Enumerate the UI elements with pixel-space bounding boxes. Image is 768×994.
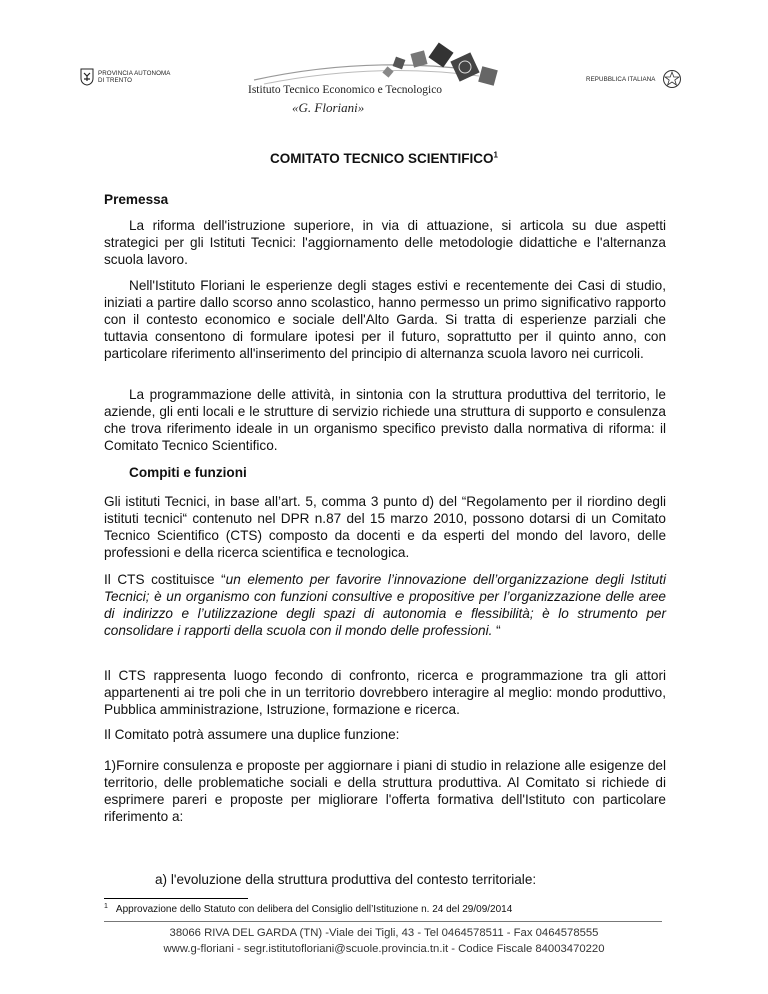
paragraph-8-text: 1)Fornire consulenza e proposte per aggiornare i piani di studio in relazione alle esigenze del territorio, delle problematiche sociali e della struttura produttiva. Al Comitato si richiede di esprimere pareri e proposte per migliorare l'offerta formativa dell'Istituto con particolare riferimento a: [104, 758, 666, 824]
footnote-text: Approvazione dello Statuto con delibera del Consiglio dell’Istituzione n. 24 del 29/09/2014 [115, 904, 513, 915]
footer-contacts: www.g-floriani - segr.istitutofloriani@scuole.provincia.tn.it - Codice Fiscale 84003470220 [163, 943, 605, 955]
paragraph-5-end: “ [492, 623, 501, 638]
paragraph-7 [104, 726, 666, 743]
footnote-divider [104, 898, 248, 899]
school-subtitle: «G. Floriani» [292, 100, 365, 115]
school-logo [244, 36, 554, 126]
page-title [0, 151, 768, 166]
footer-address: 38066 RIVA DEL GARDA (TN) -Viale dei Tigli, 43 - Tel 0464578511 - Fax 0464578555 [169, 927, 599, 939]
premessa-heading-block [104, 191, 666, 208]
footer-divider [104, 921, 662, 922]
eagle-crest-icon [80, 68, 94, 86]
title-footnote-mark: 1 [493, 150, 498, 160]
paragraph-4-text: Gli istituti Tecnici, in base all’art. 5, comma 3 punto d) del “Regolamento per il riordino degli istituti tecnici“ contenuto nel DPR n.87 del 15 marzo 2010, possono dotarsi di un Comitato Tecnico Scientifico (CTS) composto da docenti e da esperti del mondo del lavoro, delle professioni e della ricerca scientifica e tecnologica. [104, 494, 666, 560]
province-name [98, 70, 171, 84]
title-text: COMITATO TECNICO SCIENTIFICO [270, 151, 494, 166]
footnote [104, 904, 512, 915]
province-line2: DI TRENTO [98, 77, 133, 84]
paragraph-7-text: Il Comitato potrà assumere una duplice funzione: [104, 727, 400, 742]
province-logo [80, 68, 171, 86]
premessa-heading: Premessa [104, 192, 169, 207]
paragraph-5-start: Il CTS costituisce “ [104, 572, 226, 587]
compiti-heading-block [104, 464, 666, 481]
list-item-a-text: a) l'evoluzione della struttura produttiva del contesto territoriale: [155, 872, 537, 887]
compiti-heading: Compiti e funzioni [129, 465, 247, 480]
province-line1: PROVINCIA AUTONOMA [98, 70, 171, 77]
paragraph-6 [104, 667, 666, 718]
footnote-mark: 1 [104, 902, 108, 910]
republic-logo [586, 68, 682, 90]
paragraph-5-quote: un elemento per favorire l’innovazione dell’organizzazione degli Istituti Tecnici; è un organismo con funzioni consultive e propositive per l’organizzazione delle aree di indirizzo e l’utilizzazione degli spazi di autonomia e flessibilità; è lo strumento per consolidare i rapporti della scuola con il mondo delle professioni. [104, 572, 666, 638]
paragraph-2 [104, 277, 666, 362]
list-item-a [155, 871, 665, 888]
paragraph-3 [104, 386, 666, 454]
paragraph-4 [104, 493, 666, 561]
paragraph-6-text: Il CTS rappresenta luogo fecondo di confronto, ricerca e programmazione tra gli attori appartenenti ai tre poli che in un territorio dovrebbero interagire al meglio: mondo produttivo, Pubblica amministrazione, Istruzione, formazione e ricerca. [104, 668, 666, 717]
school-emblem-icon [244, 36, 554, 126]
paragraph-5-text [104, 571, 666, 639]
paragraph-1 [104, 217, 666, 268]
paragraph-2-text: Nell'Istituto Floriani le esperienze degli stages estivi e recentemente dei Casi di studio, iniziati a partire dallo scorso anno scolastico, hanno permesso un primo significativo rapporto con il contesto economico e sociale dell'Alto Garda. Si tratta di esperienze parziali che tuttavia consentono di formulare ipotesi per il futuro, soprattutto per il quinto anno, con particolare riferimento all'inserimento del principio di alternanza scuola lavoro nei curricoli. [104, 278, 666, 361]
paragraph-3-text: La programmazione delle attività, in sintonia con la struttura produttiva del territorio, le aziende, gli enti locali e le strutture di servizio richiede una struttura di supporto e consulenza che trova riferimento ideale in un organismo specifico previsto dalla normativa di riforma: il Comitato Tecnico Scientifico. [104, 387, 666, 453]
republic-name: REPUBBLICA ITALIANA [586, 75, 656, 83]
school-name: Istituto Tecnico Economico e Tecnologico [248, 84, 443, 96]
paragraph-5 [104, 571, 666, 639]
paragraph-1-text: La riforma dell'istruzione superiore, in via di attuazione, si articola su due aspetti strategici per gli Istituti Tecnici: l'aggiornamento delle metodologie didattiche e l'alternanza scuola lavoro. [104, 218, 666, 267]
paragraph-8 [104, 757, 666, 825]
star-emblem-icon [662, 68, 682, 90]
